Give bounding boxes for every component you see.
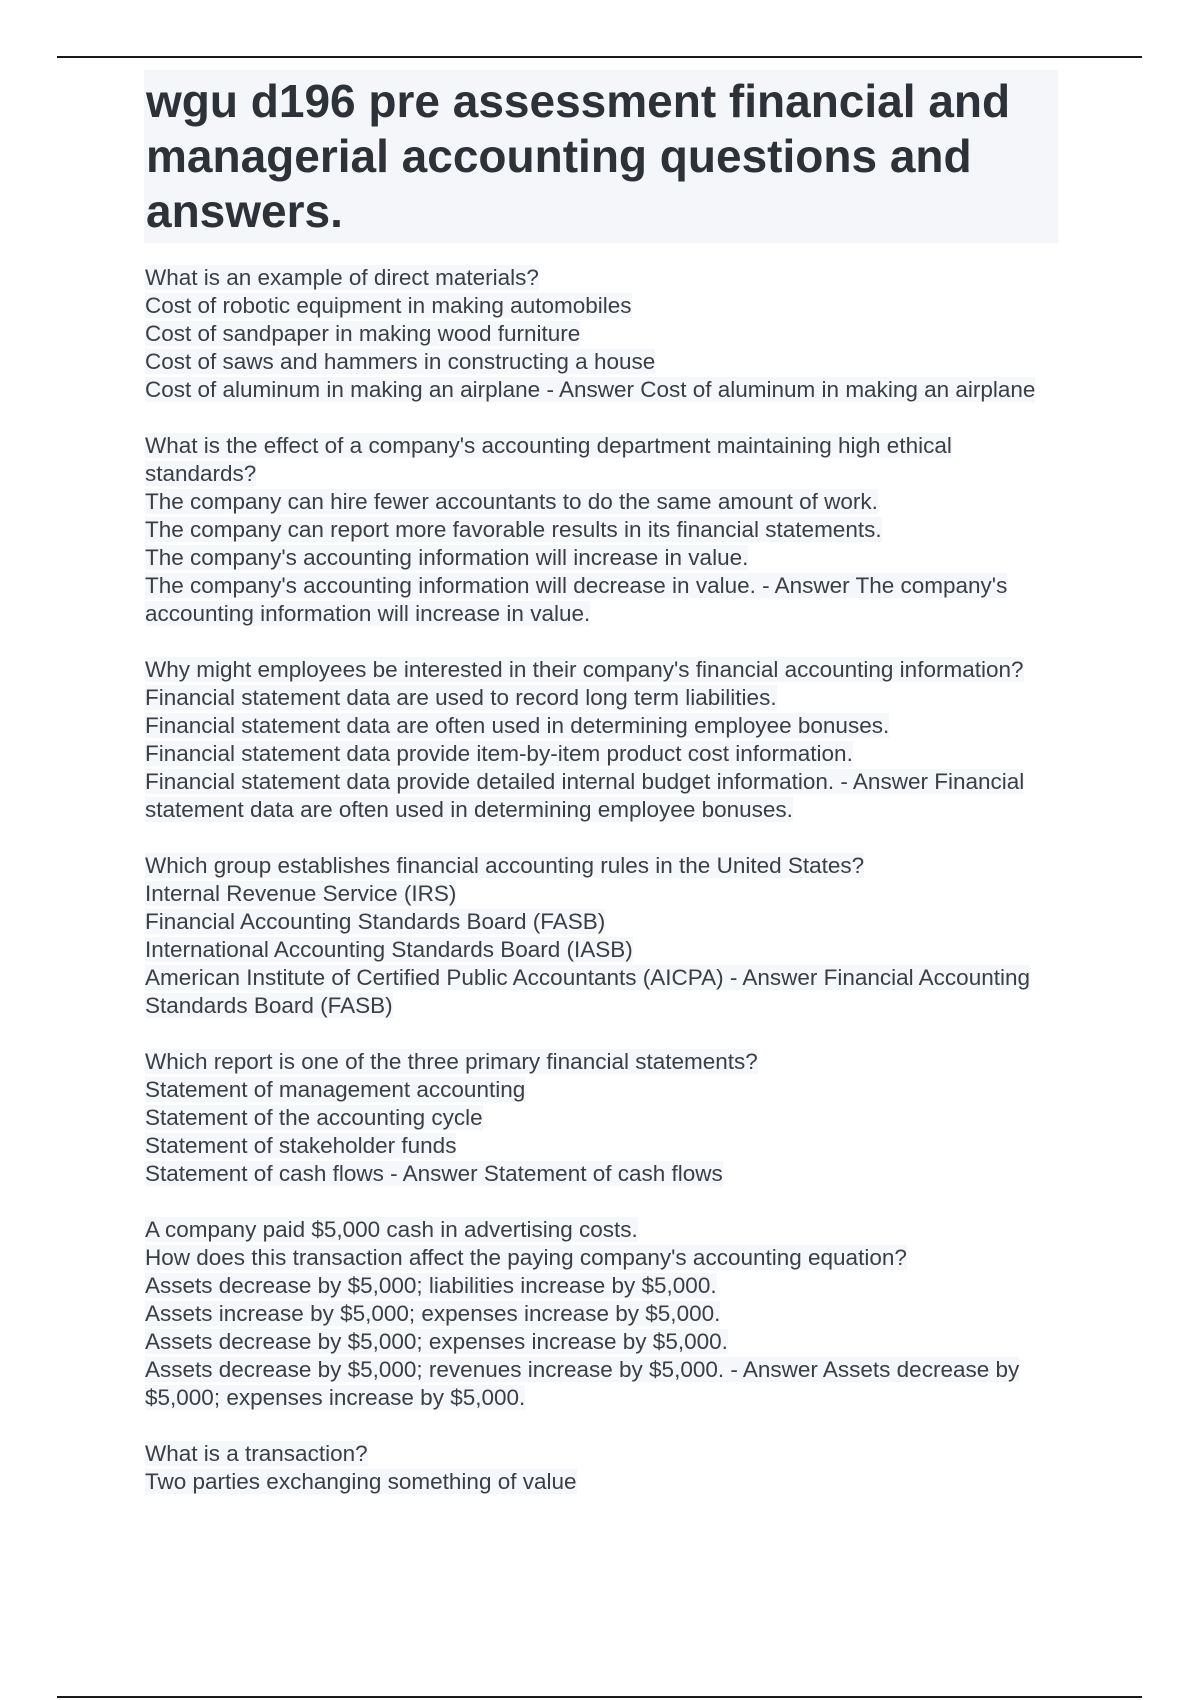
document-body	[145, 264, 1065, 1524]
qa-block-5	[145, 1048, 1065, 1188]
answer-option: Financial statement data provide item-by-item product cost information.	[145, 741, 853, 766]
answer-option: Financial statement data are used to record long term liabilities.	[145, 685, 777, 710]
answer-option: Two parties exchanging something of value	[145, 1469, 577, 1494]
question-text: What is an example of direct materials?	[145, 265, 539, 290]
answer-option-with-answer: Statement of cash flows - Answer Statement of cash flows	[145, 1161, 723, 1186]
qa-block-3	[145, 656, 1065, 824]
question-text: A company paid $5,000 cash in advertising costs.	[145, 1217, 638, 1242]
answer-option: The company can report more favorable results in its financial statements.	[145, 517, 882, 542]
qa-block-4	[145, 852, 1065, 1020]
qa-block-1	[145, 264, 1065, 404]
answer-option: Cost of saws and hammers in constructing a house	[145, 349, 656, 374]
qa-block-2	[145, 432, 1065, 628]
answer-option-with-answer: Assets decrease by $5,000; revenues increase by $5,000. - Answer Assets decrease by $5,000; expenses increase by $5,000.	[145, 1357, 1020, 1410]
question-text: What is a transaction?	[145, 1441, 368, 1466]
answer-option-with-answer: The company's accounting information will decrease in value. - Answer The company's accounting information will increase in value.	[145, 573, 1008, 626]
answer-option: Statement of the accounting cycle	[145, 1105, 483, 1130]
question-text: Which group establishes financial accounting rules in the United States?	[145, 853, 865, 878]
answer-option: Financial Accounting Standards Board (FASB)	[145, 909, 606, 934]
answer-option-with-answer: Cost of aluminum in making an airplane - Answer Cost of aluminum in making an airplane	[145, 377, 1036, 402]
qa-block-7	[145, 1440, 1065, 1496]
qa-block-6	[145, 1216, 1065, 1412]
answer-option-with-answer: Financial statement data provide detailed internal budget information. - Answer Financial statement data are often used in determining employee bonuses.	[145, 769, 1025, 822]
top-rule	[57, 56, 1142, 58]
answer-option-with-answer: American Institute of Certified Public Accountants (AICPA) - Answer Financial Accounting Standards Board (FASB)	[145, 965, 1030, 1018]
title-block	[144, 70, 1058, 243]
question-text: Why might employees be interested in their company's financial accounting information?	[145, 657, 1024, 682]
answer-option: Assets decrease by $5,000; expenses increase by $5,000.	[145, 1329, 728, 1354]
answer-option: Cost of robotic equipment in making automobiles	[145, 293, 632, 318]
question-text: Which report is one of the three primary financial statements?	[145, 1049, 758, 1074]
answer-option: Internal Revenue Service (IRS)	[145, 881, 457, 906]
answer-option: Assets decrease by $5,000; liabilities increase by $5,000.	[145, 1273, 717, 1298]
answer-option: International Accounting Standards Board (IASB)	[145, 937, 633, 962]
answer-option: Statement of stakeholder funds	[145, 1133, 457, 1158]
answer-option: The company's accounting information will increase in value.	[145, 545, 749, 570]
answer-option: Financial statement data are often used in determining employee bonuses.	[145, 713, 890, 738]
answer-option: Assets increase by $5,000; expenses increase by $5,000.	[145, 1301, 721, 1326]
answer-option: Statement of management accounting	[145, 1077, 526, 1102]
bottom-rule	[57, 1696, 1142, 1698]
answer-option: The company can hire fewer accountants to do the same amount of work.	[145, 489, 878, 514]
document-title: wgu d196 pre assessment financial and managerial accounting questions and answers.	[146, 75, 1011, 237]
question-text: How does this transaction affect the paying company's accounting equation?	[145, 1245, 907, 1270]
answer-option: Cost of sandpaper in making wood furniture	[145, 321, 581, 346]
question-text: What is the effect of a company's accounting department maintaining high ethical standards?	[145, 433, 952, 486]
